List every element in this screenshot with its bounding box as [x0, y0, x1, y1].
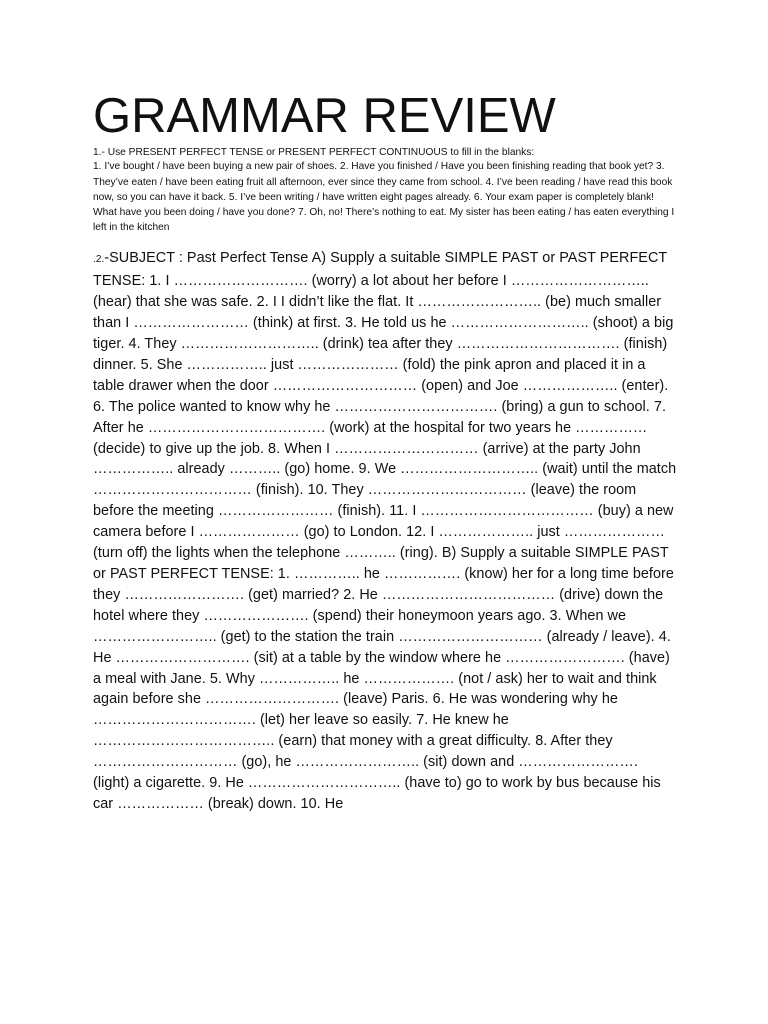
section-1-exercises: 1. I’ve bought / have been buying a new pair of shoes. 2. Have you finished / Have you been finishing reading that book yet? 3. They’ve eaten / have been eating fruit all afternoon, ever since they came from school. 4. I’ve been reading / have read this book now, so you can have it back. 5. I’ve been writing / have written eight pages already. 6. Your exam paper is completely blank! What have you been doing / have you done? 7. Oh, no! There’s nothing to eat. My sister has been eating / has eaten everything I left in the kitchen: [93, 161, 675, 234]
section-2-text: -SUBJECT : Past Perfect Tense A) Supply a suitable SIMPLE PAST or PAST PERFECT TENSE: 1. I ………………………. (worry) a lot about her before I ……………………….. (hear) that she was safe. 2. I I didn’t like the flat. It …………………….. (be) much smaller than I …………………… (think) at first. 3. He told us he ……………………….. (shoot) a big tiger. 4. They ……………………….. (drink) tea after they ……………………………. (finish) dinner. 5. She …………….. just ………………… (fold) the pink apron and placed it in a table drawer when the door ………………………… (open) and Joe ……………….. (enter). 6. The police wanted to know why he ……………………………. (bring) a gun to school. 7. After he ………………………………. (work) at the hospital for two years he …………… (decide) to give up the job. 8. When I ………………………… (arrive) at the party John …………….. already ……….. (go) home. 9. We ……………………….. (wait) until the match …………………………… (finish). 10. They …………………………… (leave) the room before the meeting …………………… (finish). 11. I ……………………………… (buy) a new camera before I ………………… (go) to London. 12. I ……………….. just ………………… (turn off) the lights when the telephone ……….. (ring). B) Supply a suitable SIMPLE PAST or PAST PERFECT TENSE: 1. ………….. he ……………. (know) her for a long time before they ……………………. (get) married? 2. He ……………………………… (drive) down the hotel where they …………………. (spend) their honeymoon years ago. 3. When we …………………….. (get) to the station the train ………………………… (already / leave). 4. He ………………………. (sit) at a table by the window where he ……………………. (have) a meal with Jane. 5. Why …………….. he ………………. (not / ask) her to wait and think again before she ………………………. (leave) Paris. 6. He was wondering why he ……………………………. (let) her leave so easily. 7. He knew he ……………………………….. (earn) that money with a great difficulty. 8. After they ………………………… (go), he …………………….. (sit) down and ……………………. (light) a cigarette. 9. He ………………………….. (have to) go to work by bus because his car ……………… (break) down. 10. He: [93, 250, 677, 812]
document-page: [93, 88, 678, 815]
document-title: GRAMMAR REVIEW: [93, 89, 556, 143]
section-2-exercises: [93, 248, 678, 814]
section-2-number: .2.: [93, 254, 105, 266]
section-1-instructions: 1.- Use PRESENT PERFECT TENSE or PRESENT PERFECT CONTINUOUS to fill in the blanks:: [93, 147, 535, 158]
